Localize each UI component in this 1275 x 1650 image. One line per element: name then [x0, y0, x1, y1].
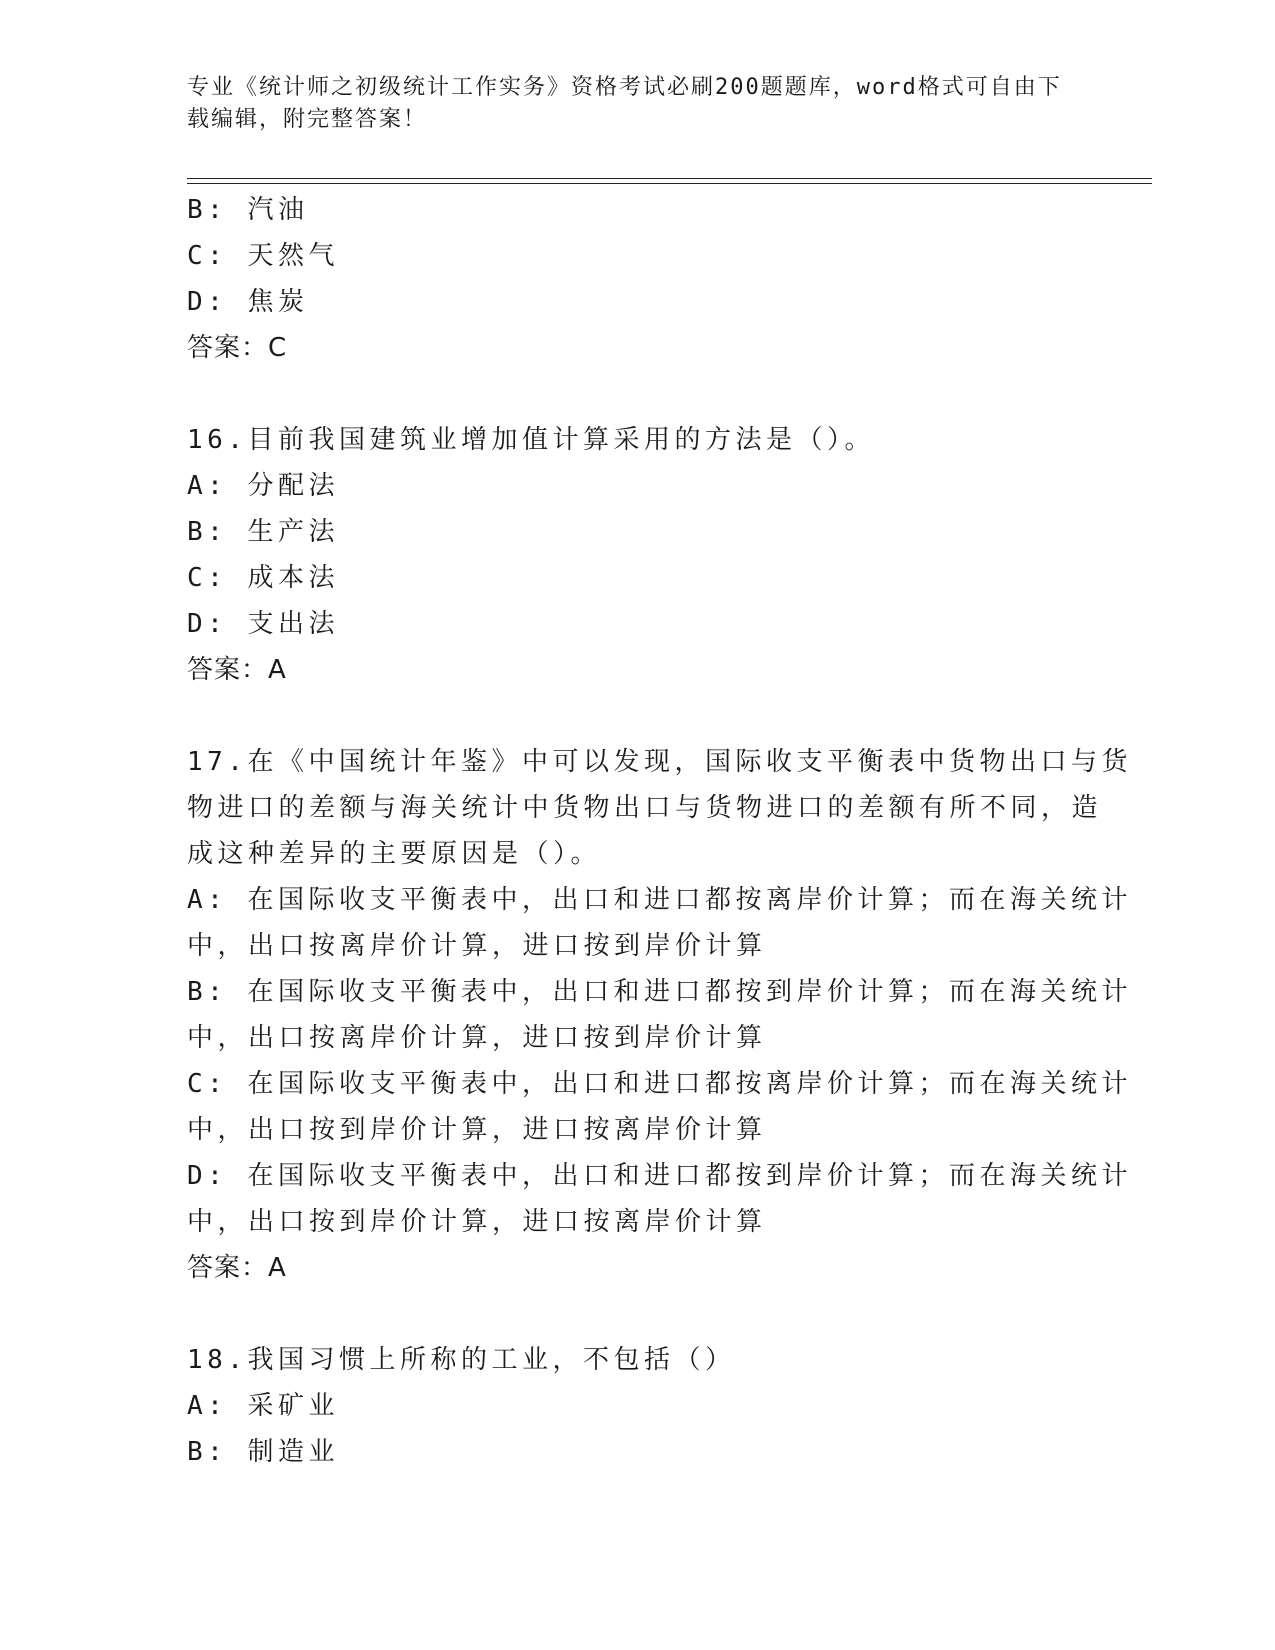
question-17 — [187, 739, 1132, 1291]
option-c: C: 天然气 — [187, 241, 339, 271]
document-header: 专业《统计师之初级统计工作实务》资格考试必刷200题题库，word格式可自由下载编辑，附完整答案！ — [187, 75, 1062, 132]
option-b-continued: 中，出口按离岸价计算，进口按到岸价计算 — [187, 1023, 767, 1053]
question-15 — [187, 187, 1087, 371]
option-c-continued: 中，出口按到岸价计算，进口按离岸价计算 — [187, 1115, 767, 1145]
header-rule-top — [187, 178, 1152, 179]
option-b: B: 制造业 — [187, 1437, 339, 1467]
answer: 答案：A — [187, 655, 287, 685]
question-text: 18.我国习惯上所称的工业，不包括（） — [187, 1345, 736, 1375]
option-d: D: 焦炭 — [187, 287, 309, 317]
header-rule-bottom — [187, 183, 1152, 184]
option-a: A: 在国际收支平衡表中，出口和进口都按离岸价计算；而在海关统计 — [187, 885, 1132, 915]
question-content — [187, 187, 1132, 1475]
option-c: C: 在国际收支平衡表中，出口和进口都按离岸价计算；而在海关统计 — [187, 1069, 1132, 1099]
answer: 答案：A — [187, 1253, 287, 1283]
question-16 — [187, 417, 1087, 693]
option-b: B: 生产法 — [187, 517, 339, 547]
option-c: C: 成本法 — [187, 563, 339, 593]
question-text-line: 物进口的差额与海关统计中货物出口与货物进口的差额有所不同，造 — [187, 793, 1103, 823]
option-d: D: 支出法 — [187, 609, 339, 639]
option-d-continued: 中，出口按到岸价计算，进口按离岸价计算 — [187, 1207, 767, 1237]
question-text: 16.目前我国建筑业增加值计算采用的方法是（）。 — [187, 425, 875, 455]
option-b: B: 汽油 — [187, 195, 309, 225]
question-text-line: 成这种差异的主要原因是（）。 — [187, 839, 602, 869]
answer: 答案：C — [187, 333, 288, 363]
question-text-line: 17.在《中国统计年鉴》中可以发现，国际收支平衡表中货物出口与货 — [187, 747, 1132, 777]
option-a: A: 分配法 — [187, 471, 339, 501]
option-a-continued: 中，出口按离岸价计算，进口按到岸价计算 — [187, 931, 767, 961]
option-a: A: 采矿业 — [187, 1391, 339, 1421]
option-b: B: 在国际收支平衡表中，出口和进口都按到岸价计算；而在海关统计 — [187, 977, 1132, 1007]
question-18 — [187, 1337, 1087, 1475]
option-d: D: 在国际收支平衡表中，出口和进口都按到岸价计算；而在海关统计 — [187, 1161, 1132, 1191]
